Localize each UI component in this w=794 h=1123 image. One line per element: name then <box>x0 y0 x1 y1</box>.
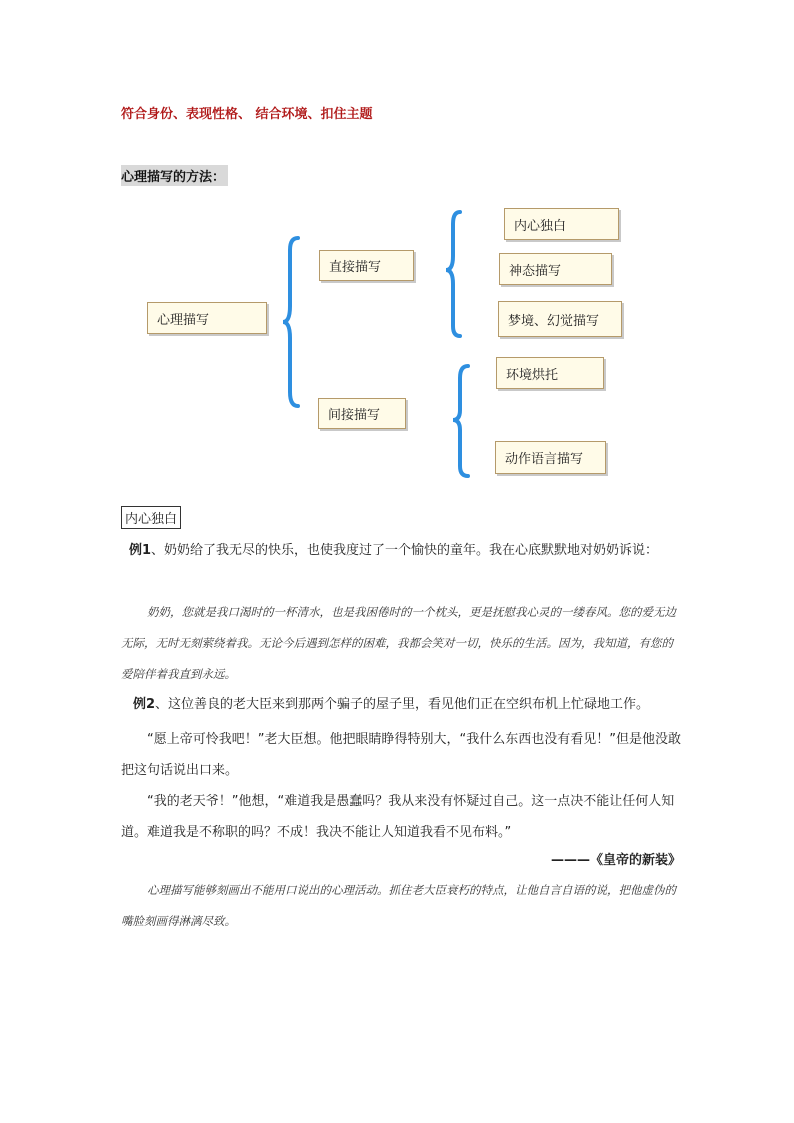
direct-item-box <box>499 253 612 285</box>
example2-text: 、这位善良的老大臣来到那两个骗子的屋子里，看见他们正在空织布机上忙碌地工作。 <box>155 697 650 712</box>
indirect-item-box <box>495 441 606 474</box>
example1-text: 、奶奶给了我无尽的快乐，也使我度过了一个愉快的童年。我在心底默默地对奶奶诉说： <box>151 543 659 558</box>
indirect-item-label: 环境烘托 <box>506 367 559 383</box>
example1-paragraph <box>121 538 681 564</box>
example2-para2: “我的老天爷！”他想，“难道我是愚蠢吗？我从来没有怀疑过自己。这一点决不能让任何人知道。难道我是不称职的吗？不成！我决不能让人知道我看不见布料。” <box>121 794 675 840</box>
example1-label: 例1 <box>129 543 152 558</box>
example1-quote: 奶奶，您就是我口渴时的一杯清水，也是我困倦时的一个枕头，更是抚慰我心灵的一缕春风。您的爱无边无际，无时无刻萦绕着我。无论今后遇到怎样的困难，我都会笑对一切，快乐的生活。因为，我知道，有您的爱陪伴着我直到永远。 <box>121 605 676 681</box>
source-citation: ———《皇帝的新装》 <box>550 853 681 868</box>
direct-item-label: 神态描写 <box>509 263 562 279</box>
direct-item-box <box>498 301 622 337</box>
example2-comment: 心理描写能够刻画出不能用口说出的心理活动。抓住老大臣衰朽的特点，让他自言自语的说，把他虚伪的嘴脸刻画得淋漓尽致。 <box>121 883 676 928</box>
root-bracket <box>283 238 298 406</box>
direct-box <box>319 250 414 281</box>
example2-label: 例2 <box>133 697 156 712</box>
indirect-bracket <box>453 366 468 476</box>
direct-item-box <box>504 208 619 240</box>
root-box <box>147 302 267 334</box>
example2-para1: “愿上帝可怜我吧！”老大臣想。他把眼睛睁得特别大，“我什么东西也没有看见！”但是他没敢把这句话说出口来。 <box>121 732 681 778</box>
direct-item-label: 梦境、幻觉描写 <box>508 313 600 329</box>
method-heading: 心理描写的方法： <box>121 165 228 186</box>
example2-paragraph <box>121 692 681 718</box>
indirect-item-box <box>496 357 604 389</box>
indirect-box <box>318 398 406 429</box>
root-label: 心理描写 <box>157 312 210 328</box>
direct-label: 直接描写 <box>329 260 382 275</box>
principles-heading: 符合身份、表现性格、 结合环境、扣住主题 <box>121 107 373 122</box>
indirect-label: 间接描写 <box>328 408 381 423</box>
section-label: 内心独白 <box>121 506 181 529</box>
direct-item-label: 内心独白 <box>514 218 567 234</box>
direct-bracket <box>446 212 460 336</box>
indirect-item-label: 动作语言描写 <box>505 452 584 467</box>
